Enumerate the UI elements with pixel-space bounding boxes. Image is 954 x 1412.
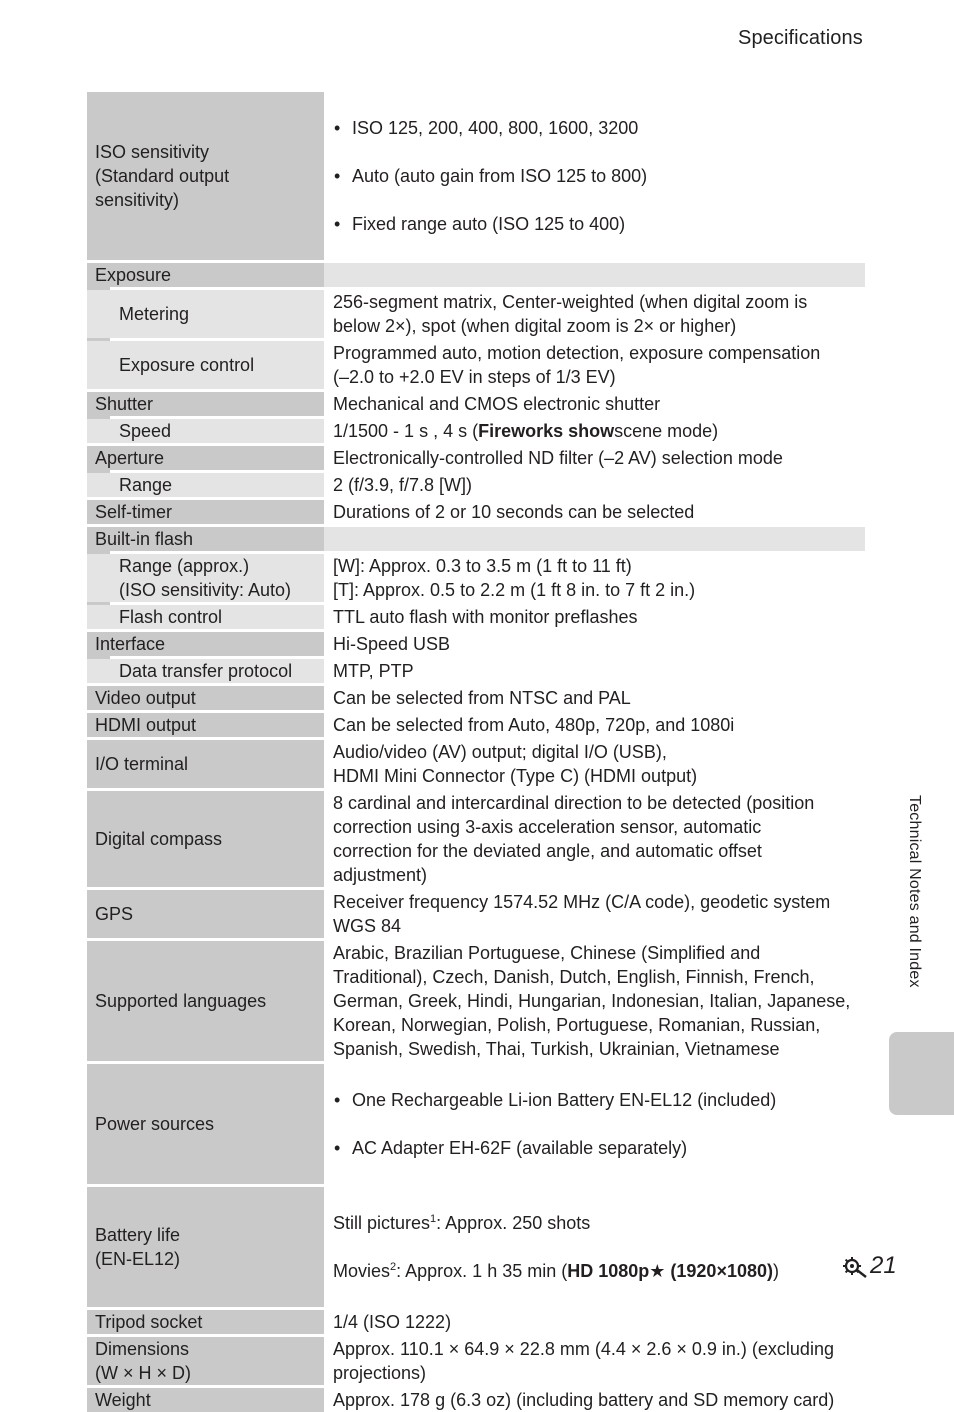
spec-value: Hi-Speed USB [333,634,451,654]
spec-row-languages [87,941,865,1061]
spec-value: [W]: Approx. 0.3 to 3.5 m (1 ft to 11 ft) [T]: Approx. 0.5 to 2.2 m (1 ft 8 in. to 7 ft 2 in.) [333,556,696,600]
spec-label: Dimensions (W × H × D) [95,1339,192,1383]
spec-row-built-in-flash [87,527,865,551]
spec-row-gps [87,890,865,938]
spec-value: Programmed auto, motion detection, exposure compensation (–2.0 to +2.0 EV in steps of 1/3 EV) [333,343,821,387]
spec-label: Interface [95,634,166,654]
movie-option-name: HD 1080p★ (1920×1080) [567,1261,773,1281]
spec-row-io-terminal [87,740,865,788]
spec-value-empty [324,263,865,287]
spec-value: Electronically-controlled ND filter (–2 AV) selection mode [333,448,783,468]
spec-bullet: • Fixed range auto (ISO 125 to 400) [333,212,647,236]
spec-bullet: • ISO 125, 200, 400, 800, 1600, 3200 [333,116,647,140]
specifications-table [87,92,865,1412]
spec-value: Durations of 2 or 10 seconds can be selected [333,502,695,522]
spec-value: 2 (f/3.9, f/7.8 [W]) [333,475,473,495]
spec-label: Self-timer [95,502,173,522]
spec-label: Exposure control [119,355,255,375]
spec-label: Weight [95,1390,151,1410]
spec-label: Shutter [95,394,154,414]
spec-value-text: 1/1500 - 1 s , 4 s ( [333,421,479,441]
spec-row-interface [87,632,865,656]
spec-value: Approx. 178 g (6.3 oz) (including battery and SD memory card) [333,1390,835,1410]
spec-bullet: • AC Adapter EH-62F (available separately) [333,1136,776,1160]
spec-row-battery-life [87,1187,865,1307]
page-header-title: Specifications [738,27,863,49]
spec-label: Metering [119,304,190,324]
spec-label: ISO sensitivity (Standard output sensitivity) [95,142,230,210]
spec-row-power-sources [87,1064,865,1184]
spec-value: TTL auto flash with monitor preflashes [333,607,638,627]
section-tab [889,1032,954,1115]
spec-label: Supported languages [95,991,267,1011]
spec-row-speed [87,419,865,443]
tools-icon [842,1254,868,1278]
spec-value: Can be selected from NTSC and PAL [333,688,631,708]
spec-row-flash-control [87,605,865,629]
spec-label: Exposure [95,265,172,285]
spec-value: Approx. 110.1 × 64.9 × 22.8 mm (4.4 × 2.6 × 0.9 in.) (excluding projections) [333,1339,834,1383]
spec-row-flash-range [87,554,865,602]
spec-row-shutter [87,392,865,416]
spec-row-metering [87,290,865,338]
page-number-text: 21 [870,1252,897,1279]
spec-row-weight [87,1388,865,1412]
spec-value: 8 cardinal and intercardinal direction to be detected (position correction using 3-axis acceleration sensor, automatic correction for the deviated angle, and automatic offset adjustment) [333,793,815,885]
spec-row-self-timer [87,500,865,524]
spec-label: Flash control [119,607,223,627]
spec-row-hdmi-output [87,713,865,737]
spec-label: Video output [95,688,196,708]
spec-value: Can be selected from Auto, 480p, 720p, and 1080i [333,715,735,735]
spec-bullet: • One Rechargeable Li-ion Battery EN-EL12 (included) [333,1088,776,1112]
spec-value [324,1187,865,1307]
battery-line-still: Still pictures$^1$: Approx. 250 shots [333,1213,591,1233]
spec-label: Digital compass [95,829,223,849]
spec-value: Receiver frequency 1574.52 MHz (C/A code), geodetic system WGS 84 [333,892,831,936]
spec-value: 256-segment matrix, Center-weighted (when digital zoom is below 2×), spot (when digital zoom is 2× or higher) [333,292,808,336]
spec-row-iso [87,92,865,260]
spec-row-exposure [87,263,865,287]
spec-bullet: • Auto (auto gain from ISO 125 to 800) [333,164,647,188]
spec-label: Power sources [95,1114,215,1134]
spec-label: Aperture [95,448,165,468]
spec-value: Arabic, Brazilian Portuguese, Chinese (Simplified and Traditional), Czech, Danish, Dutch, English, Finnish, French, German, Greek, Hindi, Hungarian, Indonesian, Italian, Japanese, Korean, Norwegian, Polish, Portuguese, Romanian, Russian, Spanish, Swedish, Thai, Turkish, Ukrainian, Vietnamese [333,943,851,1059]
scene-mode-name: Fireworks show [478,421,615,441]
spec-value: Audio/video (AV) output; digital I/O (USB), HDMI Mini Connector (Type C) (HDMI output) [333,742,698,786]
spec-label: GPS [95,904,134,924]
spec-row-dimensions [87,1337,865,1385]
spec-label: Tripod socket [95,1312,203,1332]
spec-row-video-output [87,686,865,710]
spec-label: Data transfer protocol [119,661,293,681]
spec-value: Mechanical and CMOS electronic shutter [333,394,661,414]
spec-label: Speed [119,421,172,441]
spec-label: HDMI output [95,715,197,735]
spec-row-exposure-control [87,341,865,389]
spec-bullet-list [333,1064,776,1184]
spec-bullet-list [333,92,647,260]
footnote-ref: 2 [390,1261,397,1273]
spec-row-aperture-range [87,473,865,497]
section-tab-label: Technical Notes and Index [906,795,923,988]
footnote-ref: 1 [430,1213,437,1225]
page-number [842,1252,897,1280]
battery-line-movies: Movies$^2$: Approx. 1 h 35 min (HD 1080p★ (1920×1080)) [333,1261,779,1281]
spec-label: Range (approx.) (ISO sensitivity: Auto) [119,556,292,600]
spec-row-aperture [87,446,865,470]
spec-label: I/O terminal [95,754,189,774]
spec-value-text: scene mode) [614,421,719,441]
spec-row-digital-compass [87,791,865,887]
spec-label: Battery life (EN-EL12) [95,1225,181,1269]
spec-row-data-transfer [87,659,865,683]
spec-label: Range [119,475,173,495]
spec-value-empty [324,527,865,551]
spec-value: 1/4 (ISO 1222) [333,1312,452,1332]
spec-value [324,419,865,443]
spec-value: MTP, PTP [333,661,414,681]
spec-label: Built-in flash [95,529,194,549]
